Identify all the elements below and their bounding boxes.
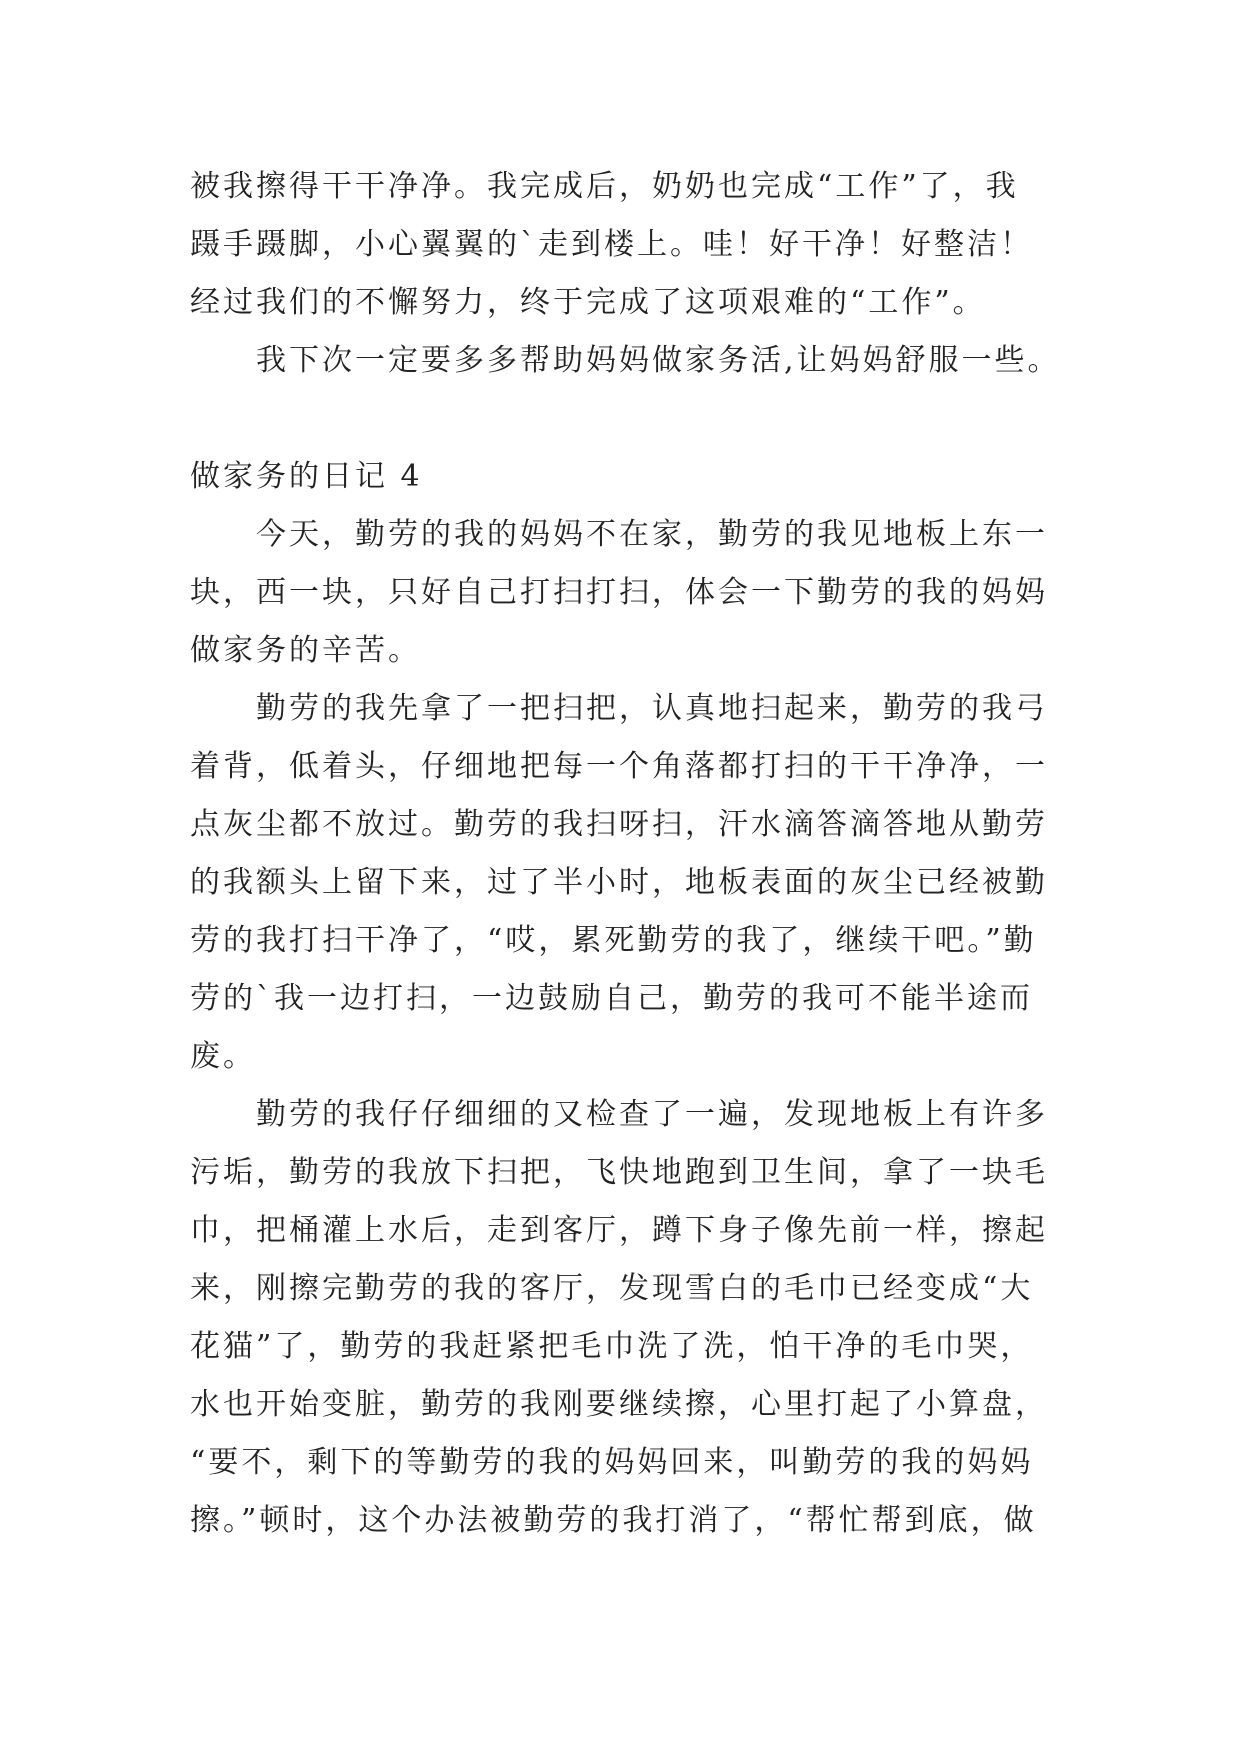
text-line: 被我擦得干干净净。我完成后，奶奶也完成“工作”了，我: [190, 169, 1019, 204]
text-line: 水也开始变脏，勤劳的我刚要继续擦，心里打起了小算盘，: [190, 1387, 1048, 1422]
text-line: 巾，把桶灌上水后，走到客厅，蹲下身子像先前一样，擦起: [190, 1213, 1048, 1248]
text-line: 今天，勤劳的我的妈妈不在家，勤劳的我见地板上东一: [256, 517, 1048, 552]
paragraph-closing: [190, 332, 1070, 390]
text-line: 点灰尘都不放过。勤劳的我扫呀扫，汗水滴答滴答地从勤劳: [190, 807, 1048, 842]
text-line: 经过我们的不懈努力，终于完成了这项艰难的“工作”。: [190, 285, 986, 320]
text-line: 劳的我打扫干净了，“哎，累死勤劳的我了，继续干吧。”勤: [190, 923, 1037, 958]
text-line: 的我额头上留下来，过了半小时，地板表面的灰尘已经被勤: [190, 865, 1048, 900]
section-heading-block: [190, 448, 1070, 506]
text-line: 花猫”了，勤劳的我赶紧把毛巾洗了洗，怕干净的毛巾哭，: [190, 1329, 1034, 1364]
text-line: 做家务的辛苦。: [190, 633, 421, 668]
text-line: 勤劳的我先拿了一把扫把，认真地扫起来，勤劳的我弓: [256, 691, 1048, 726]
paragraph-sweeping: [190, 680, 1070, 1086]
text-line: 劳的`我一边打扫，一边鼓励自己，勤劳的我可不能半途而: [190, 981, 1033, 1016]
text-line: 擦。”顿时，这个办法被勤劳的我打消了，“帮忙帮到底，做: [190, 1503, 1037, 1538]
text-line: 蹑手蹑脚，小心翼翼的`走到楼上。哇！好干净！好整洁！: [190, 227, 1033, 262]
text-line: “要不，剩下的等勤劳的我的妈妈回来，叫勤劳的我的妈妈: [190, 1445, 1034, 1480]
text-line: 来，刚擦完勤劳的我的客厅，发现雪白的毛巾已经变成“大: [190, 1271, 1034, 1306]
text-line: 我下次一定要多多帮助妈妈做家务活,让妈妈舒服一些。: [256, 343, 1061, 378]
paragraph-intro: [190, 506, 1070, 680]
text-line: 勤劳的我仔仔细细的又检查了一遍，发现地板上有许多: [256, 1097, 1048, 1132]
paragraph-continuation: [190, 158, 1070, 332]
text-line: 污垢，勤劳的我放下扫把，飞快地跑到卫生间，拿了一块毛: [190, 1155, 1048, 1190]
text-line: 废。: [190, 1039, 256, 1074]
paragraph-mopping: [190, 1086, 1070, 1550]
text-line: 块，西一块，只好自己打扫打扫，体会一下勤劳的我的妈妈: [190, 575, 1048, 610]
section-heading: 做家务的日记 4: [190, 459, 423, 494]
text-line: 着背，低着头，仔细地把每一个角落都打扫的干干净净，一: [190, 749, 1048, 784]
